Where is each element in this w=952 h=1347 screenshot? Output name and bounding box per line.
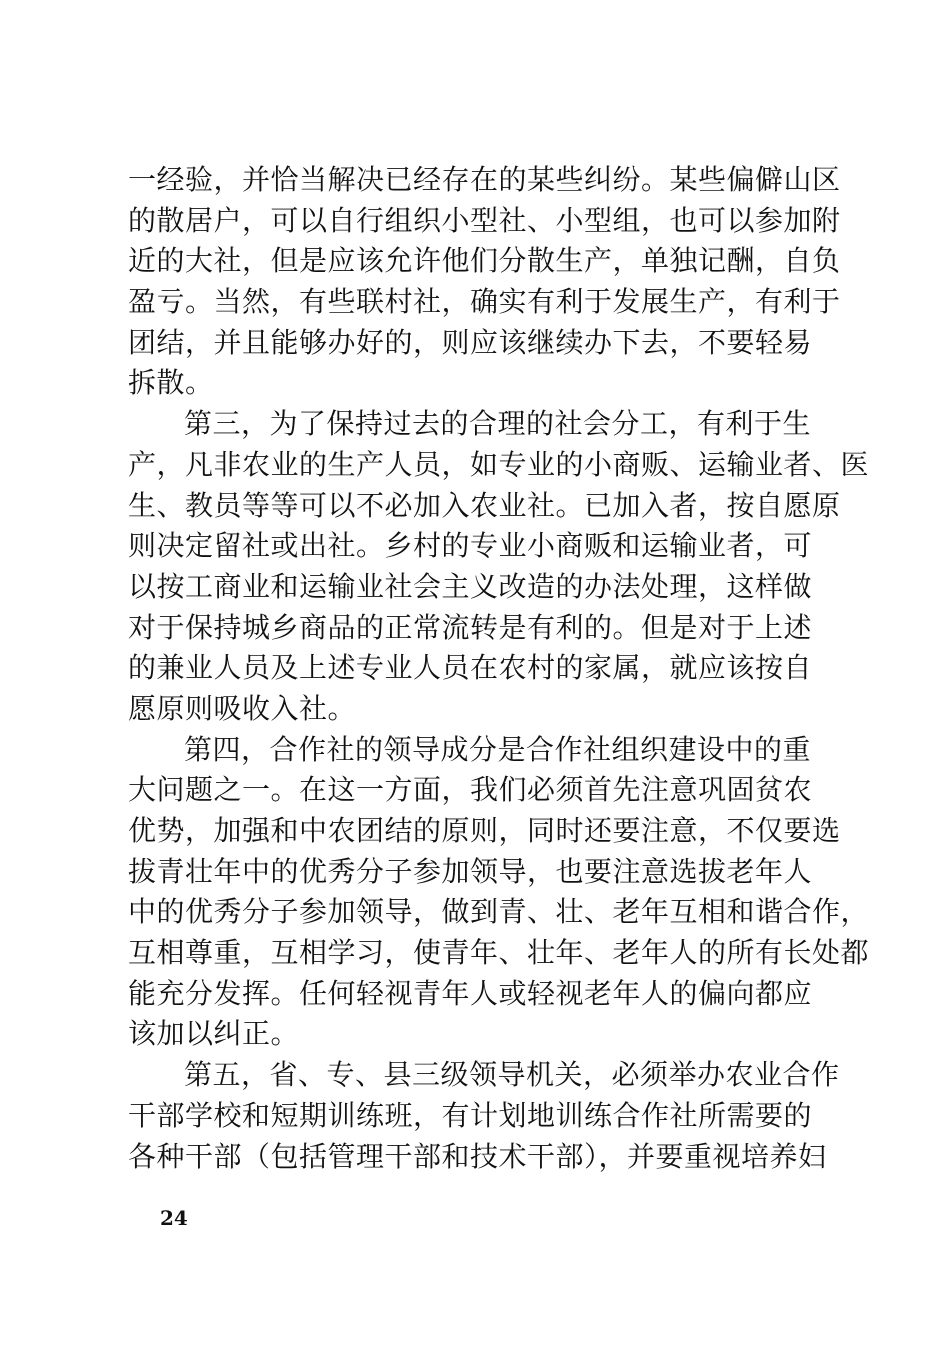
text-line: 近的大社，但是应该允许他们分散生产，单独记酬，自负	[128, 244, 841, 278]
paragraph-1	[128, 160, 841, 404]
text-line: 中的优秀分子参加领导，做到青、壮、老年互相和谐合作，	[128, 895, 870, 929]
text-line: 一经验，并恰当解决已经存在的某些纠纷。某些偏僻山区	[128, 163, 841, 196]
text-line: 拆散。	[128, 366, 214, 400]
text-line: 优势，加强和中农团结的原则，同时还要注意，不仅要选	[128, 814, 841, 847]
text-line: 的散居户，可以自行组织小型社、小型组，也可以参加附	[128, 203, 841, 237]
text-line: 该加以纠正。	[128, 1017, 300, 1051]
paragraph-3	[128, 730, 870, 1056]
text-line: 则决定留社或出社。乡村的专业小商贩和运输业者，可	[128, 529, 813, 563]
text-line: 以按工商业和运输业社会主义改造的办法处理，这样做	[128, 569, 813, 603]
text-line: 第五，省、专、县三级领导机关，必须举办农业合作	[184, 1058, 840, 1092]
text-line: 的兼业人员及上述专业人员在农村的家属，就应该按自	[128, 651, 813, 685]
text-line: 盈亏。当然，有些联村社，确实有利于发展生产，有利于	[128, 285, 841, 319]
text-line: 能充分发挥。任何轻视青年人或轻视老年人的偏向都应	[128, 976, 813, 1010]
text-line: 第三，为了保持过去的合理的社会分工，有利于生	[184, 407, 812, 441]
text-line: 产，凡非农业的生产人员，如专业的小商贩、运输业者、医	[128, 447, 870, 481]
text-line: 生、教员等等可以不必加入农业社。已加入者，按自愿原	[128, 488, 841, 522]
page-number: 24	[160, 1206, 188, 1230]
text-line: 拔青壮年中的优秀分子参加领导，也要注意选拔老年人	[128, 854, 813, 888]
paragraph-4	[128, 1055, 840, 1177]
text-line: 团结，并且能够办好的，则应该继续办下去，不要轻易	[128, 325, 813, 359]
text-line: 对于保持城乡商品的正常流转是有利的。但是对于上述	[128, 610, 813, 644]
text-line: 各种干部（包括管理干部和技术干部），并要重视培养妇	[128, 1139, 827, 1173]
text-line: 互相尊重，互相学习，使青年、壮年、老年人的所有长处都	[128, 936, 870, 970]
paragraph-2	[128, 404, 870, 730]
body-text	[128, 160, 870, 1177]
text-line: 第四，合作社的领导成分是合作社组织建设中的重	[184, 732, 812, 766]
text-line: 大问题之一。在这一方面，我们必须首先注意巩固贫农	[128, 773, 813, 807]
text-line: 愿原则吸收入社。	[128, 691, 357, 725]
text-line: 干部学校和短期训练班，有计划地训练合作社所需要的	[128, 1098, 813, 1132]
